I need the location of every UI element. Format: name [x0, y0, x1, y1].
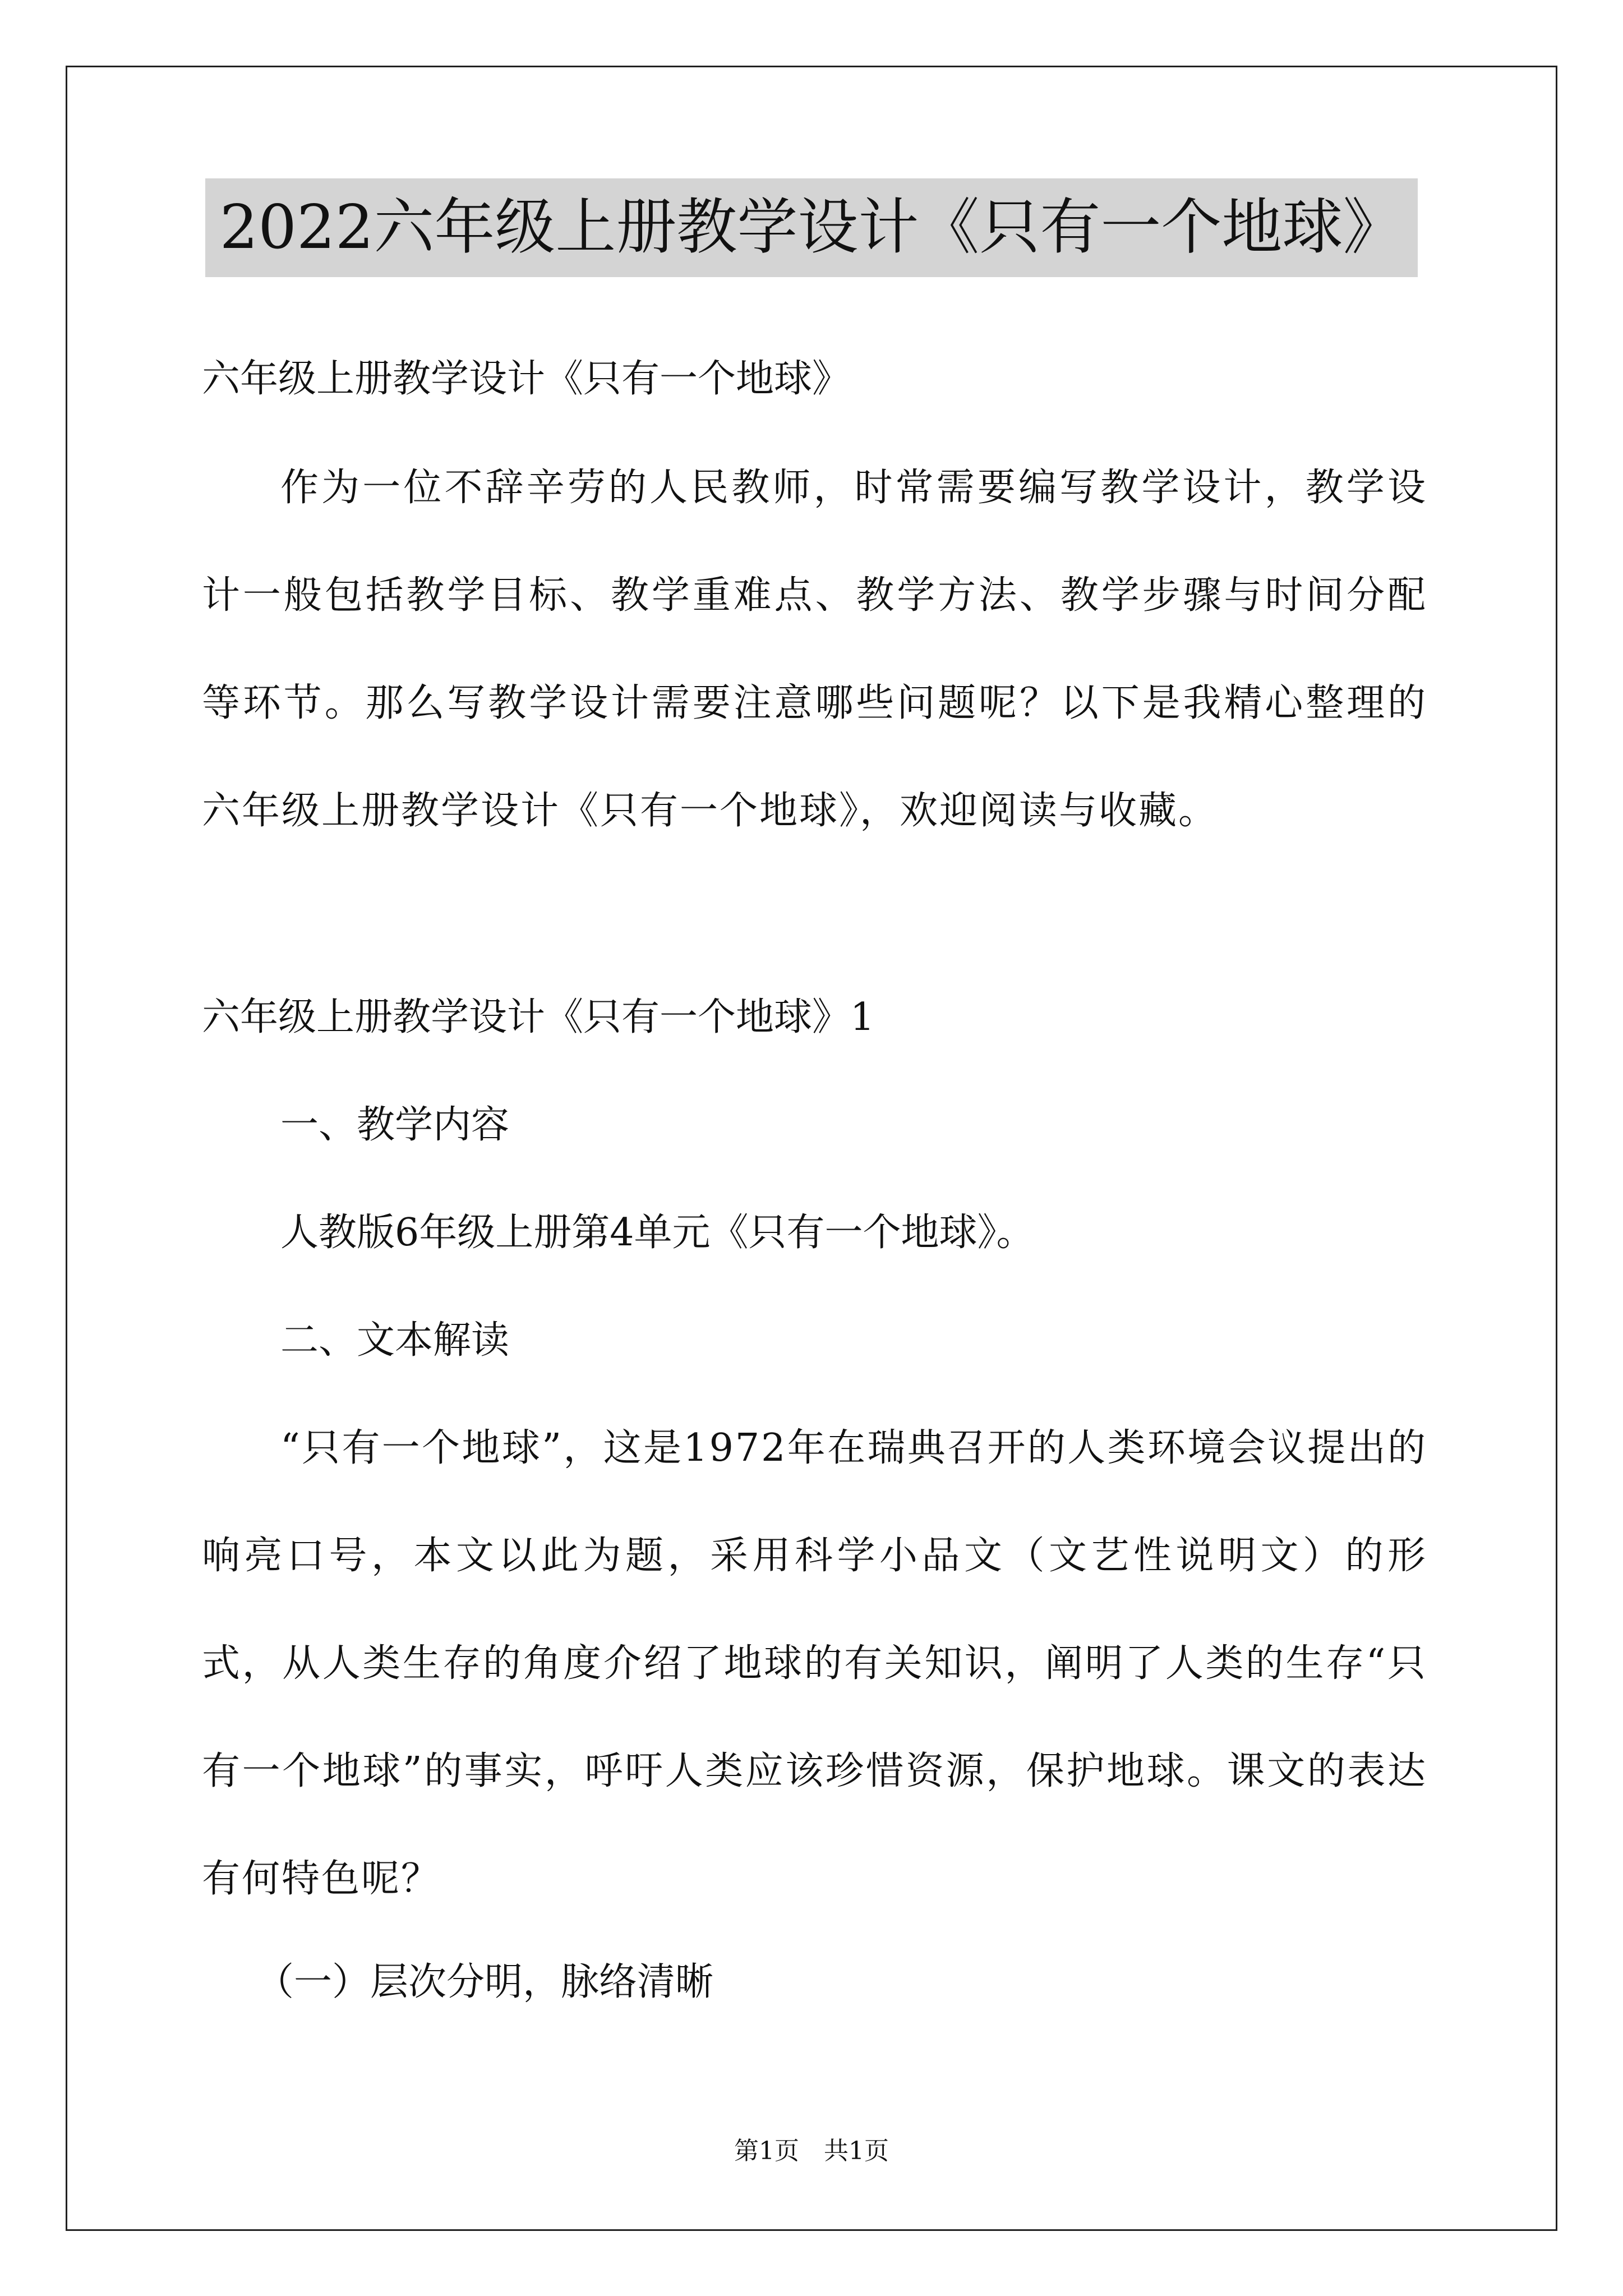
- text-reading-paragraph: “只有一个地球”，这是1972年在瑞典召开的人类环境会议提出的响亮口号，本文以此为题，采用科学小品文（文艺性说明文）的形式，从人类生存的角度介绍了地球的有关知识，阐明了人类的生存“只有一个地球”的事实，呼吁人类应该珍惜资源，保护地球。课文的表达有何特色呢？: [202, 1426, 1427, 1901]
- sub-heading-structure: （一）层次分明，脉络清晰: [256, 1960, 714, 2004]
- subtitle: 六年级上册教学设计《只有一个地球》: [202, 357, 851, 401]
- heading-text-reading: 二、文本解读: [280, 1318, 510, 1363]
- intro-paragraph: 作为一位不辞辛劳的人民教师，时常需要编写教学设计，教学设计一般包括教学目标、教学重难点、教学方法、教学步骤与时间分配等环节。那么写教学设计需要注意哪些问题呢？以下是我精心整理的六年级上册教学设计《只有一个地球》，欢迎阅读与收藏。: [202, 466, 1427, 833]
- title-container: [0, 178, 1623, 277]
- teaching-content-text: 人教版6年级上册第4单元《只有一个地球》。: [280, 1211, 1035, 1255]
- page-footer: 第1页 共1页: [734, 2137, 889, 2165]
- heading-teaching-content: 一、教学内容: [280, 1103, 510, 1147]
- section-title: 六年级上册教学设计《只有一个地球》1: [202, 995, 875, 1039]
- document-title: 2022六年级上册教学设计《只有一个地球》: [205, 178, 1418, 277]
